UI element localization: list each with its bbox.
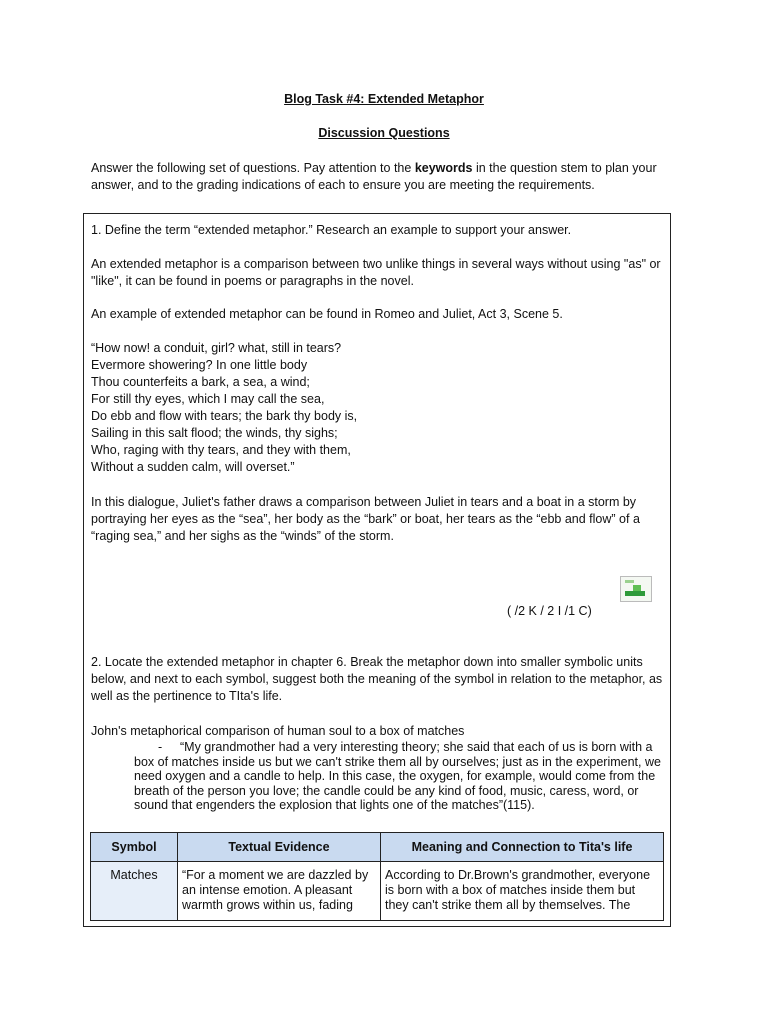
poem-line: For still thy eyes, which I may call the sea, bbox=[91, 392, 325, 406]
grading-marks: ( /2 K / 2 I /1 C) bbox=[507, 604, 592, 618]
quote-text: “My grandmother had a very interesting theory; she said that each of us is born with a box of matches inside us but we can't strike them all by ourselves; just as in the experiment, we need oxygen and a candle to help. In this case, the oxygen, for example, would come from the breath of the person you love; the candle could be any kind of food, music, caress, word, or sound that engenders the explosion that lights one of the matches”(115). bbox=[134, 740, 661, 812]
column-header-evidence: Textual Evidence bbox=[178, 833, 381, 862]
poem-quote bbox=[91, 340, 666, 476]
metaphor-comparison: John's metaphorical comparison of human soul to a box of matches bbox=[91, 724, 465, 738]
intro-text-end: in the question stem to plan your answer, and to the grading indications of each to ensure you are meeting the requirements. bbox=[91, 161, 657, 192]
intro-keyword: keywords bbox=[414, 161, 473, 175]
symbol-table bbox=[90, 832, 664, 921]
poem-line: “How now! a conduit, girl? what, still in tears? bbox=[91, 341, 342, 355]
poem-line: Sailing in this salt flood; the winds, thy sighs; bbox=[91, 426, 338, 440]
document-subtitle: Discussion Questions bbox=[318, 126, 450, 140]
poem-line: Thou counterfeits a bark, a sea, a wind; bbox=[91, 375, 310, 389]
question-1-analysis: In this dialogue, Juliet's father draws a comparison between Juliet in tears and a boat in a storm by portraying her eyes as the “sea”, her body as the “bark” or boat, her tears as the “ebb and flow” of a “raging sea,” and her sighs as the “winds” of the storm. bbox=[91, 495, 640, 543]
answer-box bbox=[83, 213, 671, 927]
cell-symbol[interactable]: Matches bbox=[91, 862, 178, 921]
document-title: Blog Task #4: Extended Metaphor bbox=[284, 92, 484, 106]
question-1-definition: An extended metaphor is a comparison between two unlike things in several ways without using "as" or "like", it can be found in poems or paragraphs in the novel. bbox=[91, 257, 661, 288]
spreadsheet-icon[interactable] bbox=[620, 576, 652, 602]
intro-text-start: Answer the following set of questions. Pay attention to the bbox=[91, 161, 415, 175]
column-header-meaning: Meaning and Connection to Tita's life bbox=[381, 833, 664, 862]
poem-line: Evermore showering? In one little body bbox=[91, 358, 308, 372]
cell-meaning[interactable]: According to Dr.Brown's grandmother, everyone is born with a box of matches inside them but they can't strike them all by themselves. The bbox=[381, 862, 664, 921]
matches-quote bbox=[134, 740, 662, 813]
poem-line: Without a sudden calm, will overset.” bbox=[91, 460, 295, 474]
table-header-row bbox=[91, 833, 664, 862]
intro-paragraph bbox=[91, 160, 681, 194]
table-row bbox=[91, 862, 664, 921]
question-1-example-intro: An example of extended metaphor can be found in Romeo and Juliet, Act 3, Scene 5. bbox=[91, 307, 563, 321]
question-2-prompt: 2. Locate the extended metaphor in chapter 6. Break the metaphor down into smaller symbolic units below, and next to each symbol, suggest both the meaning of the symbol in relation to the metaphor, as well as the pertinence to TIta's life. bbox=[91, 655, 663, 703]
bullet-dash: - bbox=[158, 740, 163, 754]
column-header-symbol: Symbol bbox=[91, 833, 178, 862]
cell-evidence[interactable]: “For a moment we are dazzled by an intense emotion. A pleasant warmth grows within us, fading bbox=[178, 862, 381, 921]
poem-line: Do ebb and flow with tears; the bark thy body is, bbox=[91, 409, 358, 423]
poem-line: Who, raging with thy tears, and they with them, bbox=[91, 443, 351, 457]
question-1-prompt: 1. Define the term “extended metaphor.” Research an example to support your answer. bbox=[91, 223, 572, 237]
